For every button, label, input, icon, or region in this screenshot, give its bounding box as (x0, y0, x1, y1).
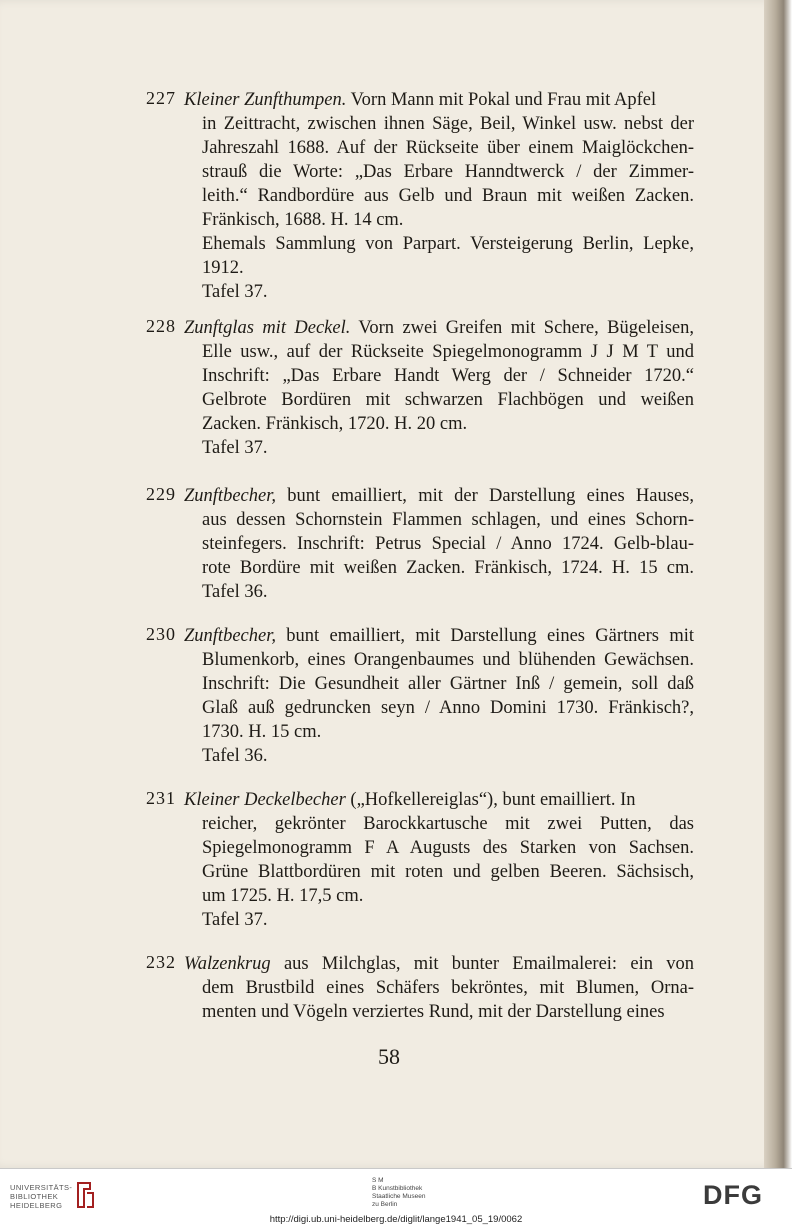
entry-line: 1730. H. 15 cm. (202, 722, 322, 742)
entry-line: menten und Vögeln verziertes Rund, mit der Darstellung eines (202, 1002, 665, 1022)
permalink-url[interactable]: http://digi.ub.uni-heidelberg.de/diglit/lange1941_05_19/0062 (269, 1214, 523, 1225)
entry-line: Glaß auß gedruncken seyn / Anno Domini 1730. Fränkisch?, (202, 698, 694, 718)
entry-line: Spiegelmonogramm F A Augusts des Starken von Sachsen. (202, 838, 694, 858)
entry-line: Grüne Blattbordüren mit roten und gelben Beeren. Sächsisch, (202, 862, 694, 882)
entry-line: Zacken. Fränkisch, 1720. H. 20 cm. (202, 414, 468, 434)
entry-line: Tafel 37. (202, 438, 268, 458)
entry-title: Zunftbecher, (184, 486, 276, 506)
entry-line: aus dessen Schornstein Flammen schlagen, und eines Schorn- (202, 510, 694, 530)
entry-text: bunt emailliert, mit der Darstellung eines Hauses, (275, 486, 694, 506)
entry-line: Ehemals Sammlung von Parpart. Versteigerung Berlin, Lepke, (202, 234, 694, 254)
entry-title: Kleiner Zunfthumpen. (184, 90, 347, 110)
entry-title: Zunftglas mit Deckel. (184, 318, 351, 338)
entry-line: Jahreszahl 1688. Auf der Rückseite über einem Maiglöckchen- (202, 138, 694, 158)
entry-line: Tafel 36. (202, 582, 268, 602)
entry-first-line (184, 788, 694, 812)
entry-line: strauß die Worte: „Das Erbare Hanndtwerck / der Zimmer- (202, 162, 694, 182)
page-edge (764, 0, 792, 1168)
entry-number: 228 (146, 316, 176, 336)
entry-text: bunt emailliert, mit Darstellung eines Gärtners mit (275, 626, 694, 646)
entry-number: 227 (146, 88, 176, 108)
kunstbibliothek-credit: S M B Kunstbibliothek Staatliche Museen zu Berlin (372, 1177, 426, 1208)
dfg-logo: DFG (703, 1180, 763, 1210)
entry-text: Vorn Mann mit Pokal und Frau mit Apfel (346, 90, 657, 110)
entry-line: Tafel 37. (202, 282, 268, 302)
entry-first-line (184, 484, 694, 508)
entry-line: dem Brustbild eines Schäfers bekröntes, mit Blumen, Orna- (202, 978, 694, 998)
entry-text: aus Milchglas, mit bunter Emailmalerei: ein von (270, 954, 694, 974)
entry-line: Gelbrote Bordüren mit schwarzen Flachbögen und weißen (202, 390, 694, 410)
entry-line: in Zeittracht, zwischen ihnen Säge, Beil, Winkel usw. nebst der (202, 114, 694, 134)
entry-line: rote Bordüre mit weißen Zacken. Fränkisch, 1724. H. 15 cm. (202, 558, 694, 578)
university-logo-icon (74, 1179, 96, 1211)
entry-number: 231 (146, 788, 176, 808)
entry-title: Zunftbecher, (184, 626, 276, 646)
entry-text: Vorn zwei Greifen mit Schere, Bügeleisen, (350, 318, 694, 338)
viewer-footer (0, 1168, 792, 1228)
entry-first-line (184, 624, 694, 648)
entry-line: Elle usw., auf der Rückseite Spiegelmonogramm J J M T und (202, 342, 694, 362)
entry-number: 229 (146, 484, 176, 504)
entry-number: 230 (146, 624, 176, 644)
entry-line: um 1725. H. 17,5 cm. (202, 886, 364, 906)
entry-line: steinfegers. Inschrift: Petrus Special / Anno 1724. Gelb-blau- (202, 534, 694, 554)
entry-text: („Hofkellereiglas“), bunt emailliert. In (345, 790, 636, 810)
entry-line: Blumenkorb, eines Orangenbaumes und blühenden Gewächsen. (202, 650, 694, 670)
entry-first-line (184, 88, 694, 112)
entry-line: reicher, gekrönter Barockkartusche mit zwei Putten, das (202, 814, 694, 834)
university-library-name: UNIVERSITÄTS- BIBLIOTHEK HEIDELBERG (10, 1183, 73, 1210)
entry-line: Fränkisch, 1688. H. 14 cm. (202, 210, 404, 230)
entry-line: leith.“ Randbordüre aus Gelb und Braun mit weißen Zacken. (202, 186, 694, 206)
entry-first-line (184, 316, 694, 340)
entry-number: 232 (146, 952, 176, 972)
entry-line: Inschrift: Die Gesundheit aller Gärtner Inß / gemein, soll daß (202, 674, 694, 694)
entry-line: 1912. (202, 258, 244, 278)
entry-title: Walzenkrug (184, 954, 271, 974)
entry-line: Tafel 37. (202, 910, 268, 930)
entry-line: Tafel 36. (202, 746, 268, 766)
page-number: 58 (378, 1044, 400, 1069)
entry-first-line (184, 952, 694, 976)
entry-title: Kleiner Deckelbecher (184, 790, 346, 810)
entry-line: Inschrift: „Das Erbare Handt Werg der / Schneider 1720.“ (202, 366, 694, 386)
